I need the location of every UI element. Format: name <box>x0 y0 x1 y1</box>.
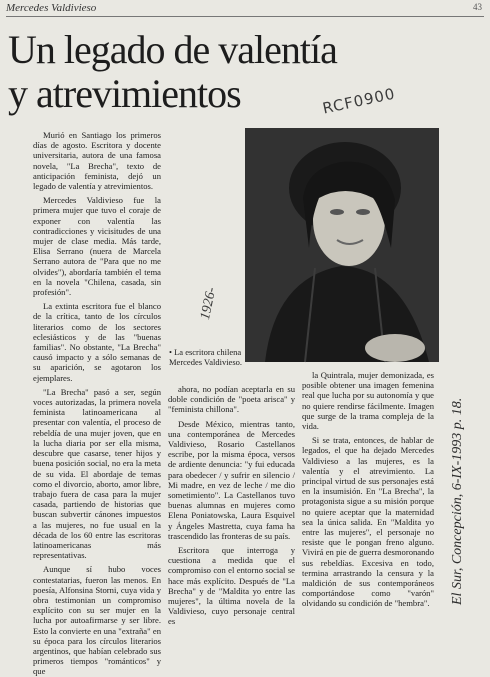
page-number: 43 <box>473 2 482 12</box>
header-rule <box>6 16 484 17</box>
paragraph: Murió en Santiago los primeros días de agosto. Escritora y docente universitaria, autora de una famosa novela, "La Brecha", texto de anticipación feminista, dejó un legado de valentía y atrevimientos. <box>33 130 161 192</box>
paragraph: ahora, no podían aceptarla en su doble condición de "poeta arisca" y "feminista chillona". <box>168 384 295 415</box>
paragraph: la Quintrala, mujer demonizada, es posible obtener una imagen femenina real que lucha por su autonomía y que no quiere rendirse fácilmente. Imagen que surge de la trama compleja de la vida. <box>302 370 434 432</box>
title-line-2: y atrevimientos <box>8 71 241 116</box>
title-line-1: Un legado de valentía <box>8 27 337 72</box>
paragraph: Aunque sí hubo voces contestatarias, fueron las menos. En poesía, Alfonsina Storni, cuya vida y obra testimonian un compromiso explícito con su ser mujer en la lucha por autoafirmarse y ser libre. Esto la convierte en una "extraña" en su época para los círculos literarios argentinos, que habían celebrado sus primeros tiempos "románticos" y que <box>33 564 161 677</box>
article-title <box>8 28 337 116</box>
paragraph: Mercedes Valdivieso fue la primera mujer que tuvo el coraje de exponer con valentía las contradicciones y vicisitudes de una mujer de clase media. Más tarde, Elisa Serrano (nuera de Marcela Serrano autora de "Para que no me olvides"), abordaría también el tema en la novela "Chilena, casada, sin profesión". <box>33 195 161 298</box>
handwritten-year: 1926- <box>198 286 220 322</box>
article-column-3 <box>302 370 434 609</box>
article-column-2 <box>168 384 295 627</box>
handwritten-source-note: El Sur, Concepción, 6-IX-1993 p. 18. <box>450 397 465 605</box>
paragraph: Si se trata, entonces, de hablar de legados, el que ha dejado Mercedes Valdivieso a las mujeres, es la valentía y el atrevimiento. La principal virtud de sus personajes está en la insumisión. En "La Brecha", la protagonista sigue a su misión porque no quiere aceptar que la maternidad sea la única salida. En "Maldita yo entre las mujeres", el personaje no resiste que le pongan freno alguno. Vivirá en pie de guerra desmoronando sus rebeldías. Excesiva en todo, termina arrastrando la censura y la maldición de sus contemporáneos comportándose como "varón" olvidando su condición de "hembra". <box>302 435 434 609</box>
paragraph: "La Brecha" pasó a ser, según voces autorizadas, la primera novela feminista latinoamericana al presentar con valentía, el proceso de rebeldía de una mujer joven, que en la lucha diaria por ser ella misma, descubre que casarse, tener hijos y buena posición social, no era la meta de su vida. El abordaje de temas como el divorcio, aborto, amor libre, trabajo fuera de casa para la mujer casada, partiendo de historias que buscan subvertir cánones impuestos a las mujeres, no fue usual en la década de los 60 entre las escritoras latinoamericanas más representativas. <box>33 386 161 561</box>
archive-stamp: RCF0900 <box>320 84 398 118</box>
author-photo <box>245 128 439 362</box>
article-column-1 <box>33 130 161 677</box>
photo-caption: • La escritora chilena Mercedes Valdivieso. <box>169 347 243 367</box>
paragraph: Desde México, mientras tanto, una contemporánea de Mercedes Valdivieso, Rosario Castellanos escribe, por la misma época, versos de ardiente denuncia: "y fui educada para obedecer / y sufrir en silencio / Mi madre, en vez de leche / me dio sometimiento". La Castellanos tuvo buenas alumnas en mujeres como Elena Poniatowska, Laura Esquivel y Ángeles Mastretta, cuya fama ha trascendido las fronteras de su país. <box>168 418 295 541</box>
section-kicker: Mercedes Valdivieso <box>6 2 97 14</box>
paragraph: La extinta escritora fue el blanco de la crítica, tanto de los círculos literarios como de los sectores eclesiásticos y de las "buenas familias". No obstante, "La Brecha" causó impacto y a sólo semanas de su aparición, se agotaron los ejemplares. <box>33 301 161 383</box>
portrait-image <box>245 128 439 362</box>
paragraph: Escritora que interroga y cuestiona a medida que el compromiso con el entorno social se hace más explícito. Después de "La Brecha" y de "Maldita yo entre las mujeres", la última novela de la Valdivieso, cuyo personaje central es <box>168 545 295 627</box>
